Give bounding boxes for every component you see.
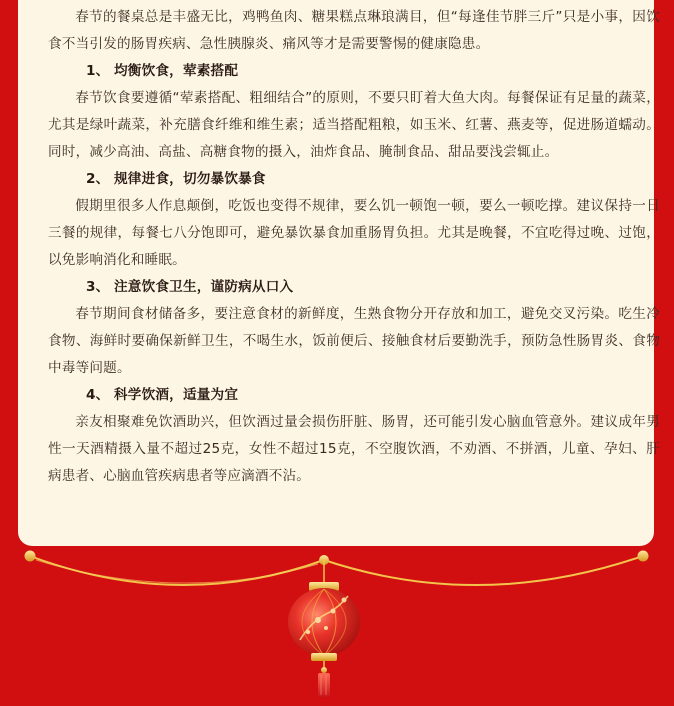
article-card bbox=[18, 0, 660, 546]
section-2-body: 假期里很多人作息颠倒，吃饭也变得不规律，要么饥一顿饱一顿，要么一顿吃撑。建议保持一日三餐的规律，每餐七八分饱即可，避免暴饮暴食加重肠胃负担。尤其是晚餐，不宜吃得过晚、过饱，以免影响消化和睡眠。 bbox=[48, 198, 660, 268]
lantern-top-cap bbox=[309, 582, 339, 591]
intro-paragraph: 春节的餐桌总是丰盛无比，鸡鸭鱼肉、糖果糕点琳琅满目，但“每逢佳节胖三斤”只是小事，因饮食不当引发的肠胃疾病、急性胰腺炎、痛风等才是需要警惕的健康隐患。 bbox=[48, 9, 660, 52]
section-2-heading bbox=[48, 166, 660, 193]
section-1-heading bbox=[48, 58, 660, 85]
section-3-number: 3、 bbox=[86, 279, 110, 295]
section-2-number: 2、 bbox=[86, 171, 110, 187]
section-4-heading bbox=[48, 382, 660, 409]
string-knot-center bbox=[319, 555, 329, 565]
section-4-body: 亲友相聚难免饮酒助兴，但饮酒过量会损伤肝脏、肠胃，还可能引发心脑血管意外。建议成年男性一天酒精摄入量不超过25克，女性不超过15克，不空腹饮酒，不劝酒、不拼酒，儿童、孕妇、肝病患者、心脑血管疾病患者等应滴酒不沾。 bbox=[48, 414, 660, 484]
plum-blossom-icon bbox=[300, 596, 348, 640]
section-1-body: 春节饮食要遵循“荤素搭配、粗细结合”的原则，不要只盯着大鱼大肉。每餐保证有足量的蔬菜，尤其是绿叶蔬菜，补充膳食纤维和维生素；适当搭配粗粮，如玉米、红薯、燕麦等，促进肠道蠕动。同时，减少高油、高盐、高糖食物的摄入，油炸食品、腌制食品、甜品要浅尝辄止。 bbox=[48, 90, 660, 160]
string-knot-right bbox=[638, 551, 649, 562]
section-3-body: 春节期间食材储备多，要注意食材的新鲜度，生熟食物分开存放和加工，避免交叉污染。吃生冷食物、海鲜时要确保新鲜卫生，不喝生水，饭前便后、接触食材后要勤洗手，预防急性肠胃炎、食物中毒等问题。 bbox=[48, 306, 660, 376]
hanging-string bbox=[30, 556, 643, 585]
section-3-heading bbox=[48, 274, 660, 301]
lantern-bottom-cap bbox=[311, 653, 337, 661]
section-3-title: 注意饮食卫生，谨防病从口入 bbox=[114, 279, 294, 295]
section-1-title: 均衡饮食，荤素搭配 bbox=[114, 63, 239, 79]
section-4-number: 4、 bbox=[86, 387, 110, 403]
section-4-title: 科学饮酒，适量为宜 bbox=[114, 387, 239, 403]
lantern-body-icon bbox=[288, 588, 360, 656]
section-2-title: 规律进食，切勿暴饮暴食 bbox=[114, 171, 266, 187]
lantern-tassel-icon bbox=[318, 673, 330, 697]
section-1-number: 1、 bbox=[86, 63, 110, 79]
article-content bbox=[48, 4, 660, 490]
string-knot-left bbox=[25, 551, 36, 562]
